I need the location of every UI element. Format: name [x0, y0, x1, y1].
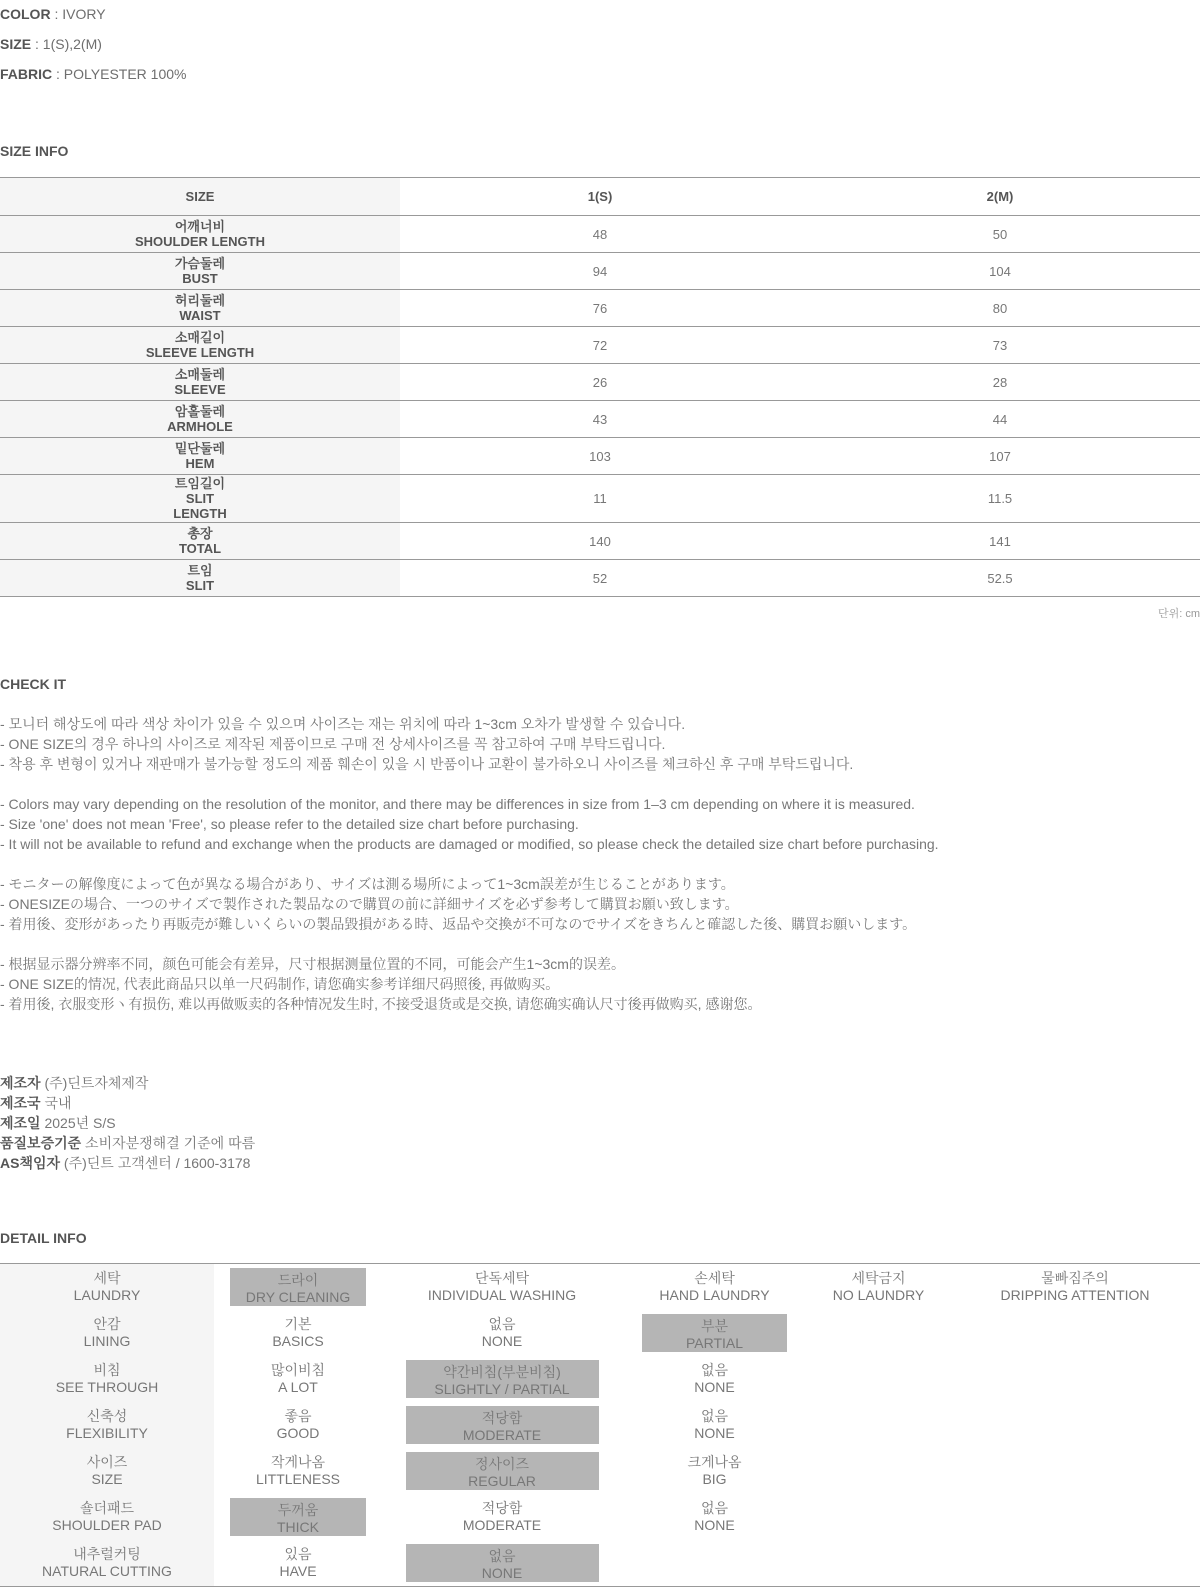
detail-label-ko: 안감 [93, 1316, 121, 1332]
size-label-ko: 트임 [187, 563, 213, 578]
spec-size [0, 30, 600, 60]
check-note-line: - ONE SIZE的情况, 代表此商品只以单一尺码制作, 请您确实参考详细尺码照後, 再做购买。 [0, 976, 560, 992]
detail-label-ko: 내추럴커팅 [73, 1546, 141, 1562]
detail-option-ko: 정사이즈 [474, 1456, 530, 1472]
size-info-title: SIZE INFO [0, 143, 69, 159]
size-label-en [0, 578, 400, 593]
size-label-en-line: HEM [185, 456, 215, 471]
check-note-line: - 모니터 해상도에 따라 색상 차이가 있을 수 있으며 사이즈는 재는 위치에 따라 1~3cm 오차가 발생할 수 있습니다. [0, 716, 686, 732]
size-label-en [0, 345, 400, 360]
size-row-label [0, 560, 400, 597]
size-value-s: 48 [592, 226, 608, 242]
detail-option-selected [230, 1498, 366, 1536]
size-value-s: 140 [589, 533, 611, 549]
size-row-label [0, 401, 400, 438]
size-row-label [0, 327, 400, 364]
detail-row [0, 1402, 1200, 1448]
check-note-line: - 착용 후 변형이 있거나 재판매가 불가능할 정도의 제품 훼손이 있을 시 반품이나 교환이 불가하오니 사이즈를 체크하신 후 구매 부탁드립니다. [0, 756, 854, 772]
detail-option-ko: 부분 [700, 1318, 729, 1334]
detail-label-en: LINING [83, 1333, 131, 1349]
detail-option-selected [406, 1452, 599, 1490]
detail-option-cell [382, 1264, 622, 1311]
detail-row-label [0, 1448, 214, 1494]
detail-option-cell [622, 1310, 807, 1356]
detail-option-cell [622, 1494, 807, 1540]
detail-row [0, 1494, 1200, 1540]
detail-option-cell [382, 1540, 622, 1587]
size-label-ko: 총장 [187, 526, 213, 541]
detail-label-ko: 숄더패드 [79, 1500, 135, 1516]
size-value-s: 72 [592, 337, 608, 353]
size-label-ko: 허리둘레 [174, 293, 226, 308]
detail-option-ko: 드라이 [277, 1272, 319, 1288]
detail-info-section [0, 1263, 1200, 1587]
detail-option-cell [382, 1494, 622, 1540]
detail-option-en: GOOD [276, 1425, 320, 1441]
size-label-ko: 어깨너비 [174, 219, 226, 234]
size-value-s: 43 [592, 411, 608, 427]
detail-option-en: NONE [694, 1379, 735, 1395]
size-row [0, 475, 1200, 523]
detail-option-cell [382, 1448, 622, 1494]
spec-value: : POLYESTER 100% [52, 66, 187, 82]
detail-option-cell [214, 1264, 382, 1311]
check-note-line: - Size 'one' does not mean 'Free', so please refer to the detailed size chart before purchasing. [0, 816, 579, 832]
detail-option-ko: 좋음 [284, 1408, 312, 1424]
check-note-line: - 着用後、変形があったり再販売が難しいくらいの製品毀損がある時、返品や交換が不可なのでサイズをきちんと確認した後、購買お願いします。 [0, 916, 917, 932]
detail-option-cell [382, 1402, 622, 1448]
detail-option [622, 1266, 807, 1308]
detail-option-ko: 많이비침 [270, 1362, 326, 1378]
detail-row [0, 1448, 1200, 1494]
check-it-notes [0, 714, 1200, 1014]
detail-row-label [0, 1402, 214, 1448]
size-value-m: 28 [992, 374, 1008, 390]
spec-value: : IVORY [50, 6, 106, 22]
size-value-s: 11 [593, 491, 607, 506]
size-value-m: 44 [992, 411, 1008, 427]
maker-label: 제조자 [0, 1075, 41, 1091]
detail-row [0, 1356, 1200, 1402]
size-label-en-line: SLEEVE LENGTH [145, 345, 255, 360]
check-note-line: - ONESIZEの場合、一つのサイズで製作された製品なので購買の前に詳細サイズを必ず参考して購買お願い致します。 [0, 896, 739, 912]
detail-option-cell [622, 1402, 807, 1448]
detail-option [214, 1450, 382, 1492]
detail-option-cell [807, 1264, 950, 1311]
detail-empty-cell [950, 1540, 1200, 1587]
size-row [0, 560, 1200, 597]
check-note-line: - モニターの解像度によって色が異なる場合があり、サイズは測る場所によって1~3cm誤差が生じることがあります。 [0, 876, 735, 892]
size-label-en-line: WAIST [179, 308, 221, 323]
detail-info-title: DETAIL INFO [0, 1230, 87, 1246]
maker-value: 소비자분쟁해결 기준에 따름 [81, 1135, 256, 1151]
spec-label: SIZE [0, 36, 32, 52]
size-label-en-line: TOTAL [178, 541, 222, 556]
detail-option-en: SLIGHTLY / PARTIAL [434, 1381, 570, 1397]
check-spacer [0, 774, 1200, 794]
detail-option-en: NONE [694, 1425, 735, 1441]
size-label-en-line: SLIT [185, 491, 215, 506]
detail-option-ko: 없음 [700, 1408, 729, 1424]
size-value-m: 104 [989, 263, 1011, 279]
unit-note: 단위: cm [1157, 608, 1200, 620]
detail-table [0, 1263, 1200, 1587]
detail-row-label [0, 1356, 214, 1402]
size-header-m: 2(M) [800, 178, 1200, 216]
detail-option-ko: 기본 [284, 1316, 312, 1332]
detail-option [622, 1358, 807, 1400]
size-value-s: 94 [592, 263, 608, 279]
detail-option-ko: 세탁금지 [851, 1270, 906, 1286]
size-row-label [0, 438, 400, 475]
detail-option-en: MODERATE [462, 1517, 542, 1533]
maker-value: 국내 [40, 1095, 72, 1111]
maker-value: (주)딘트자체제작 [40, 1075, 149, 1091]
size-value-s: 26 [592, 374, 608, 390]
detail-option-ko: 없음 [700, 1362, 729, 1378]
maker-label: 제조국 [0, 1095, 41, 1111]
size-label-ko: 암홀둘레 [174, 404, 226, 419]
detail-option-ko: 적당함 [481, 1500, 523, 1516]
detail-option-cell [214, 1494, 382, 1540]
detail-option-en: MODERATE [462, 1427, 542, 1443]
size-label-en-line: SHOULDER LENGTH [135, 234, 265, 249]
size-value-m: 11.5 [987, 491, 1013, 506]
maker-line [0, 1073, 800, 1093]
detail-row [0, 1264, 1200, 1311]
detail-row [0, 1540, 1200, 1587]
size-label-en-line: SLEEVE [174, 382, 226, 397]
detail-option [214, 1358, 382, 1400]
size-table-header [0, 178, 1200, 216]
detail-option [622, 1496, 807, 1538]
spec-value: : 1(S),2(M) [31, 36, 102, 52]
size-value-s: 76 [592, 300, 608, 316]
size-value-m: 73 [992, 337, 1008, 353]
product-specs [0, 0, 600, 90]
check-note-line: - It will not be available to refund and exchange when the products are damaged or modified, so please check the detailed size chart before purchasing. [0, 836, 939, 852]
detail-label-en: SEE THROUGH [55, 1379, 159, 1395]
detail-option-cell [214, 1540, 382, 1587]
size-table [0, 177, 1200, 597]
maker-line [0, 1113, 800, 1133]
detail-option-ko: 없음 [488, 1548, 516, 1564]
size-label-en-line: SLIT [185, 578, 215, 593]
detail-empty-cell [622, 1540, 807, 1587]
detail-option-ko: 크게나옴 [687, 1454, 742, 1470]
size-value-m: 107 [989, 448, 1011, 464]
size-row [0, 290, 1200, 327]
detail-row-label [0, 1494, 214, 1540]
detail-option-cell [214, 1310, 382, 1356]
detail-row-label [0, 1264, 214, 1311]
size-row [0, 523, 1200, 560]
size-value-s: 52 [592, 570, 608, 586]
detail-empty-cell [950, 1356, 1200, 1402]
detail-empty-cell [950, 1310, 1200, 1356]
size-value-m: 50 [992, 226, 1008, 242]
detail-empty-cell [807, 1448, 950, 1494]
size-label-ko: 소매둘레 [174, 367, 226, 382]
detail-label-en: FLEXIBILITY [66, 1425, 148, 1441]
detail-option-ko: 없음 [488, 1316, 516, 1332]
size-header-label: SIZE [0, 178, 400, 216]
size-label-en [0, 456, 400, 471]
detail-label-en: SHOULDER PAD [52, 1517, 162, 1533]
check-spacer [0, 934, 1200, 954]
detail-row-label [0, 1310, 214, 1356]
detail-option-ko: 작게나옴 [270, 1454, 326, 1470]
size-info-section [0, 177, 1200, 621]
check-spacer [0, 854, 1200, 874]
size-label-en [0, 271, 400, 286]
check-note-line: - ONE SIZE의 경우 하나의 사이즈로 제작된 제품이므로 구매 전 상세사이즈를 꼭 참고하여 구매 부탁드립니다. [0, 736, 666, 752]
size-header-s: 1(S) [400, 178, 800, 216]
detail-option-en: REGULAR [468, 1473, 536, 1489]
detail-option-selected [406, 1360, 599, 1398]
detail-empty-cell [950, 1494, 1200, 1540]
detail-empty-cell [807, 1540, 950, 1587]
detail-option [214, 1404, 382, 1446]
maker-line [0, 1153, 800, 1173]
check-it-title: CHECK IT [0, 676, 67, 692]
detail-option-en: HAVE [279, 1563, 317, 1579]
detail-option-ko: 단독세탁 [474, 1270, 530, 1286]
size-label-en [0, 382, 400, 397]
check-note-line: - 着用後, 衣服变形ヽ有损伤, 难以再做贩卖的各种情况发生时, 不接受退货或是交换, 请您确实确认尺寸後再做购买, 感谢您。 [0, 996, 762, 1012]
detail-option-en: LITTLENESS [255, 1471, 341, 1487]
maker-label: 제조일 [0, 1115, 41, 1131]
detail-option-cell [214, 1356, 382, 1402]
maker-label: AS책임자 [0, 1155, 61, 1171]
detail-label-ko: 비침 [93, 1362, 121, 1378]
size-row-label [0, 523, 400, 560]
detail-option-ko: 물빠짐주의 [1041, 1270, 1109, 1286]
detail-empty-cell [950, 1448, 1200, 1494]
detail-option-en: INDIVIDUAL WASHING [427, 1287, 577, 1303]
detail-label-en: SIZE [91, 1471, 123, 1487]
detail-option [807, 1266, 950, 1308]
detail-option-en: BASICS [272, 1333, 324, 1349]
detail-option-selected [406, 1544, 599, 1582]
detail-option-en: NONE [481, 1333, 523, 1349]
size-label-en [0, 419, 400, 434]
size-label-en-line: ARMHOLE [167, 419, 233, 434]
check-note-line: - 根据显示器分辨率不同，颜色可能会有差异，尺寸根据测量位置的不同，可能会产生1~3cm的误差。 [0, 956, 625, 972]
detail-option-en: A LOT [278, 1379, 318, 1395]
size-row-label [0, 253, 400, 290]
size-row-label [0, 216, 400, 253]
detail-option-en: DRY CLEANING [245, 1289, 351, 1305]
detail-empty-cell [807, 1356, 950, 1402]
size-row [0, 438, 1200, 475]
spec-color [0, 0, 600, 30]
detail-option [950, 1266, 1200, 1308]
size-label-ko: 트임길이 [174, 476, 226, 491]
maker-value: 2025년 S/S [40, 1115, 116, 1131]
detail-option-cell [382, 1356, 622, 1402]
detail-option [382, 1266, 622, 1308]
detail-option [382, 1312, 622, 1354]
check-note-line: - Colors may vary depending on the resolution of the monitor, and there may be differences in size from 1–3 cm depending on where it is measured. [0, 796, 915, 812]
detail-empty-cell [950, 1402, 1200, 1448]
maker-line [0, 1093, 800, 1113]
detail-option-cell [950, 1264, 1200, 1311]
detail-option-cell [622, 1448, 807, 1494]
size-row [0, 253, 1200, 290]
detail-option-cell [622, 1356, 807, 1402]
maker-info [0, 1073, 800, 1173]
detail-label-ko: 세탁 [93, 1270, 121, 1286]
maker-label: 품질보증기준 [0, 1135, 82, 1151]
detail-label-ko: 사이즈 [86, 1454, 128, 1470]
size-value-m: 52.5 [987, 570, 1013, 586]
detail-option-cell [622, 1264, 807, 1311]
spec-fabric [0, 60, 600, 90]
detail-label-en: NATURAL CUTTING [42, 1563, 172, 1579]
size-row-label [0, 475, 400, 523]
detail-option [622, 1450, 807, 1492]
size-row [0, 364, 1200, 401]
detail-empty-cell [807, 1494, 950, 1540]
detail-option [214, 1312, 382, 1354]
detail-option-en: THICK [277, 1519, 319, 1535]
size-label-en [0, 491, 400, 521]
detail-option-ko: 적당함 [481, 1410, 523, 1426]
detail-option-selected [406, 1406, 599, 1444]
detail-label-ko: 신축성 [86, 1408, 128, 1424]
size-label-ko: 소매길이 [174, 330, 226, 345]
maker-value: (주)딘트 고객센터 / 1600-3178 [60, 1155, 251, 1171]
detail-option-ko: 없음 [700, 1500, 729, 1516]
size-label-en-line: LENGTH [173, 506, 227, 521]
detail-option-cell [214, 1402, 382, 1448]
detail-label-en: LAUNDRY [73, 1287, 141, 1303]
size-row [0, 216, 1200, 253]
detail-option-ko: 약간비침(부분비침) [443, 1364, 561, 1380]
detail-option-en: NONE [694, 1517, 735, 1533]
size-label-en [0, 541, 400, 556]
detail-option-ko: 손세탁 [694, 1270, 735, 1286]
size-row-label [0, 290, 400, 327]
detail-option-en: NO LAUNDRY [832, 1287, 925, 1303]
detail-option-selected [230, 1268, 366, 1306]
detail-option-ko: 두꺼움 [277, 1502, 319, 1518]
detail-option [214, 1542, 382, 1584]
size-label-en [0, 308, 400, 323]
size-row-label [0, 364, 400, 401]
detail-option-cell [382, 1310, 622, 1356]
detail-row [0, 1310, 1200, 1356]
detail-option [382, 1496, 622, 1538]
detail-option-en: HAND LAUNDRY [659, 1287, 770, 1303]
detail-option-en: BIG [702, 1471, 727, 1487]
size-value-s: 103 [589, 448, 611, 464]
detail-option-cell [214, 1448, 382, 1494]
detail-empty-cell [807, 1402, 950, 1448]
size-row [0, 401, 1200, 438]
detail-option-ko: 있음 [284, 1546, 312, 1562]
size-label-ko: 가슴둘레 [174, 256, 226, 271]
size-row [0, 327, 1200, 364]
detail-empty-cell [807, 1310, 950, 1356]
size-value-m: 80 [992, 300, 1008, 316]
size-label-ko: 밑단둘레 [174, 441, 226, 456]
spec-label: COLOR [0, 6, 51, 22]
spec-label: FABRIC [0, 66, 53, 82]
detail-option-en: DRIPPING ATTENTION [1000, 1287, 1150, 1303]
size-label-en-line: BUST [182, 271, 218, 286]
detail-option-en: PARTIAL [685, 1335, 744, 1351]
maker-line [0, 1133, 800, 1153]
detail-option-selected [642, 1314, 787, 1352]
detail-row-label [0, 1540, 214, 1587]
size-value-m: 141 [989, 533, 1011, 549]
size-label-en [0, 234, 400, 249]
detail-option [622, 1404, 807, 1446]
detail-option-en: NONE [481, 1565, 523, 1581]
